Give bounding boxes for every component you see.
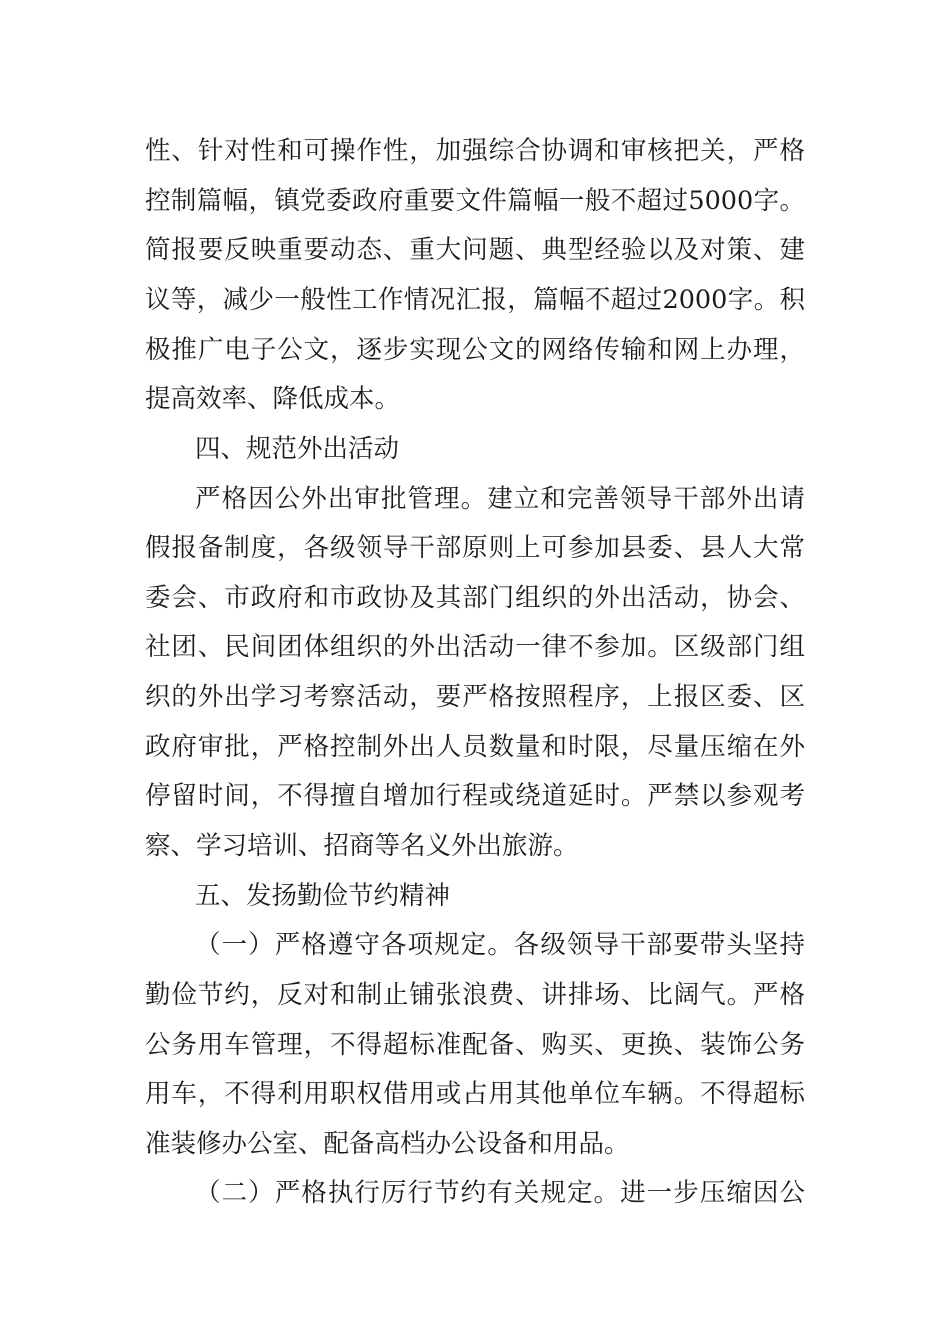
- paragraph-line: （一）严格遵守各项规定。各级领导干部要带头坚持: [195, 930, 805, 960]
- paragraph-line: 织的外出学习考察活动，要严格按照程序，上报区委、区: [145, 682, 805, 712]
- paragraph-line: 议等，减少一般性工作情况汇报，篇幅不超过2000字。积: [145, 285, 805, 315]
- paragraph-line: 政府审批，严格控制外出人员数量和时限，尽量压缩在外: [145, 732, 805, 762]
- paragraph-line: 察、学习培训、招商等名义外出旅游。: [145, 831, 579, 861]
- paragraph-line: 极推广电子公文，逐步实现公文的网络传输和网上办理，: [145, 335, 805, 365]
- paragraph-line: 严格因公外出审批管理。建立和完善领导干部外出请: [195, 484, 805, 514]
- paragraph-line: 性、针对性和可操作性，加强综合协调和审核把关，严格: [145, 136, 805, 166]
- paragraph-line: 公务用车管理，不得超标准配备、购买、更换、装饰公务: [145, 1030, 805, 1060]
- paragraph-line: 控制篇幅，镇党委政府重要文件篇幅一般不超过5000字。: [145, 186, 805, 216]
- paragraph-line: 用车，不得利用职权借用或占用其他单位车辆。不得超标: [145, 1079, 805, 1109]
- paragraph-line: 假报备制度，各级领导干部原则上可参加县委、县人大常: [145, 533, 805, 563]
- paragraph-line: 停留时间，不得擅自增加行程或绕道延时。严禁以参观考: [145, 781, 805, 811]
- paragraph-line: 社团、民间团体组织的外出活动一律不参加。区级部门组: [145, 632, 805, 662]
- paragraph-line: 提高效率、降低成本。: [145, 384, 401, 414]
- paragraph-line: 勤俭节约，反对和制止铺张浪费、讲排场、比阔气。严格: [145, 980, 805, 1010]
- paragraph-line: （二）严格执行厉行节约有关规定。进一步压缩因公: [195, 1178, 805, 1208]
- section-heading: 四、规范外出活动: [195, 434, 400, 464]
- section-heading: 五、发扬勤俭节约精神: [195, 881, 451, 911]
- paragraph-line: 简报要反映重要动态、重大问题、典型经验以及对策、建: [145, 235, 805, 265]
- paragraph-line: 准装修办公室、配备高档办公设备和用品。: [145, 1129, 630, 1159]
- paragraph-line: 委会、市政府和市政协及其部门组织的外出活动，协会、: [145, 583, 805, 613]
